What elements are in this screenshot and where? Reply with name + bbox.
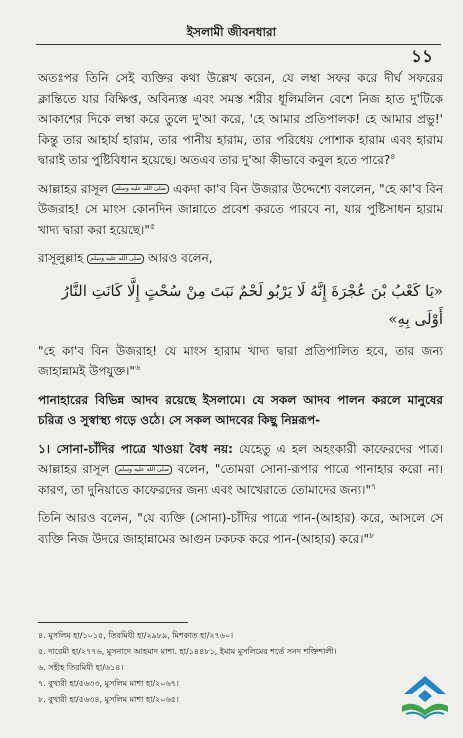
publisher-logo-icon — [398, 672, 452, 724]
paragraph-7-text: তিনি আরও বলেন, "যে ব্যক্তি (সোনা)-চাঁদির পাত্রে পান-(আহার) করে, আসলে সে ব্যক্তি নিজ উদরে জাহান্নামের আগুন ঢকঢক করে পান-(আহার) করে।" — [38, 511, 443, 546]
page-number: ১১ — [410, 47, 433, 67]
section-heading-1: ১। সোনা-চাঁদির পাত্রে খাওয়া বৈধ নয়: — [38, 441, 233, 456]
paragraph-1-text: অতঃপর তিনি সেই ব্যক্তির কথা উল্লেখ করেন, যে লম্বা সফর করে দীর্ঘ সফরের ক্লান্তিতে যার বিক্ষিপ্ত, অবিন্যস্ত এবং সমস্ত শরীর ধূলিমলিন বেশে নিজ হাত দু'টিকে আকাশের দিকে লম্বা করে তুলে দু'আ করে, 'হে আমার প্রতিপালক! হে আমার প্রভু!' কিন্তু তার আহার্য হারাম, তার পানীয় হারাম, তার পরিধেয় পোশাক হারাম এবং হারাম দ্বারাই তার পুষ্টিবিধান হয়েছে। অতএব তার দু'আ কীভাবে কবুল হতে পারে? — [38, 71, 443, 167]
saw-honorific-icon: صلى الله عليه وسلم — [112, 184, 169, 194]
paragraph-3-text-a: রাসূলুল্লাহ — [38, 251, 84, 265]
paragraph-7 — [38, 508, 443, 549]
paragraph-3-text-b: আরও বলেন, — [147, 251, 213, 265]
paragraph-2 — [38, 179, 443, 241]
footnote-divider — [38, 622, 188, 623]
footnote-ref-8: ৮ — [369, 530, 375, 540]
paragraph-4 — [38, 341, 443, 382]
paragraph-6-text-b: বলেন, "তোমরা সোনা-রূপার পাত্রে পানাহার করো না। কারণ, তা দুনিয়াতে কাফেরদের জন্য এবং আখেরাতে তোমাদের জন্য।" — [38, 462, 443, 497]
arabic-hadith: «يَا كَعْبُ بْنَ عُجْرَةَ إِنَّهُ لَا يَرْبُو لَحْمٌ نَبَتَ مِنْ سُحْتٍ إِلَّا كَانَتِ النَّارُ أَوْلَى بِهِ» — [61, 281, 443, 328]
paragraph-6 — [38, 439, 443, 501]
footnote-5: ৫. দারেমী হা/২৭৭৬, মুসনাদে আহমাদ মাশা. হা/১৪৪৮১, ইমাম মুসলিমের শর্তে সনদ শক্তিশালী। — [38, 647, 337, 656]
footnote-7: ৭. বুখারী হা/৫৬৩৩, মুসলিম মাশা হা/২০৬৭। — [38, 679, 179, 688]
main-text — [38, 68, 443, 549]
footnote-ref-5: ৫ — [149, 221, 156, 231]
paragraph-2-text-a: আল্লাহর রাসূল — [38, 181, 108, 196]
running-header-title: ইসলামী জীবনধারা — [186, 25, 277, 39]
paragraph-1 — [38, 68, 443, 171]
footnote-8: ৮. বুখারী হা/৫৬৩৪, মুসলিম মাশা হা/২০৬৫। — [38, 695, 179, 704]
footnote-ref-6: ৬ — [134, 363, 141, 372]
saw-honorific-icon: صلى الله عليه وسلم — [87, 254, 144, 264]
header-divider — [36, 44, 441, 45]
footnote-6: ৬. সহীহ তিরমিযী হা/৬১৪। — [38, 663, 124, 672]
paragraph-2-text-b: একদা কা'ব বিন উজরার উদ্দেশ্যে বললেন, "হে কা'ব বিন উজরাহ! সে মাংস কোনদিন জান্নাতে প্রবেশ করতে পারবে না, যার পুষ্টিসাধন হারাম খাদ্য দ্বারা করা হয়েছে।" — [38, 181, 443, 237]
paragraph-3 — [38, 248, 443, 269]
footnotes — [38, 628, 368, 708]
footnote-4: ৪. মুসলিম হা/১০১৫, তিরমিযী হা/২৯৮৯, মিশকাত হা/২৭৬০। — [38, 631, 234, 640]
paragraph-4-text: "হে কা'ব বিন উজরাহ! যে মাংস হারাম খাদ্য দ্বারা প্রতিপালিত হবে, তার জন্য জাহান্নামই উপযুক্ত।" — [38, 343, 443, 378]
paragraph-6-text-a: যেহেতু এ হল অহংকারী কাফেরদের পাত্র। আল্লাহর রাসূল — [38, 441, 443, 476]
paragraph-5 — [38, 390, 443, 431]
paragraph-5-text: পানাহারের বিভিন্ন আদব রয়েছে ইসলামে। যে সকল আদব পালন করলে মানুষের চরিত্র ও সুস্বাস্থ্য গড়ে ওঠে। সে সকল আদবের কিছু নিম্নরূপ- — [38, 392, 443, 427]
saw-honorific-icon: صلى الله عليه وسلم — [115, 465, 172, 475]
footnote-ref-7: ৭ — [371, 481, 377, 491]
footnote-ref-4: ৪ — [390, 152, 396, 161]
